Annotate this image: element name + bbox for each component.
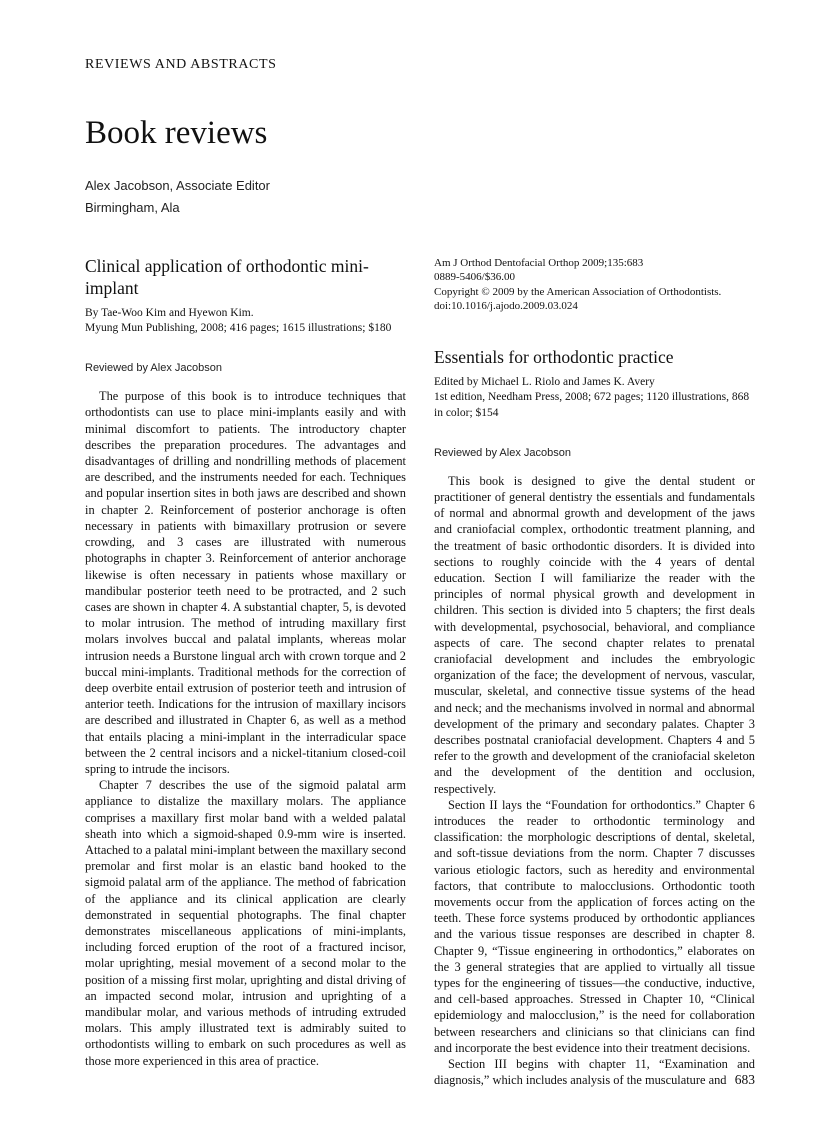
review1-body <box>85 388 406 1069</box>
review1-paragraph: Chapter 7 describes the use of the sigmoid palatal arm appliance to distalize the maxillary molars. The appliance comprises a maxillary first molar band with a welded palatal sheath into which a sigmoid-shaped 0.9-mm wire is inserted. Attached to a palatal mini-implant between the maxillary second premolar and first molar is an elastic band hooked to the sigmoid palatal arm of the appliance. The method of fabrication of the appliance and its clinical application are clearly demonstrated in sequential photographs. The final chapter demonstrates miscellaneous applications of mini-implants, including forced eruption of the root of a fractured incisor, molar uprighting, mesial movement of a second molar to the position of a missing first molar, uprighting and distal driving of an impacted second molar, intrusion and uprighting of a mandibular molar, and various methods of intruding extruded molars. This amply illustrated text is admirably suited to orthodontists willing to embark on such procedures as well as those more experienced in this area of practice. <box>85 778 406 1068</box>
editor-block <box>85 175 755 218</box>
review2-publisher: 1st edition, Needham Press, 2008; 672 pages; 1120 illustrations, 868 in color; $154 <box>434 391 750 419</box>
citation-block <box>434 256 755 313</box>
left-column <box>85 256 406 1088</box>
review1-meta <box>85 306 406 336</box>
review1-reviewer: Reviewed by Alex Jacobson <box>85 362 222 375</box>
editor-name: Alex Jacobson, Associate Editor <box>85 178 270 194</box>
citation-line: Copyright © 2009 by the American Association of Orthodontists. <box>434 285 722 298</box>
section-header: REVIEWS AND ABSTRACTS <box>85 57 277 72</box>
review1-paragraph: The purpose of this book is to introduce techniques that orthodontists can use to place mini-implants easily and with minimal discomfort to patients. The introductory chapter describes the preparation procedures. The advantages and disadvantages of drilling and nondrilling methods of placement are described, and the instruments needed for each. Techniques and popular insertion sites in both jaws are described and shown in chapter 2. Reinforcement of posterior anchorage is often necessary in patients with bimaxillary protrusion or severe crowding, and 3 cases are illustrated with numerous photographs in chapter 3. Reinforcement of anterior anchorage likewise is often necessary in patients whose maxillary or mandibular posterior teeth need to be protracted, and 2 such cases are shown in chapter 4. A substantial chapter, 5, is devoted to molar intrusion. The method of intruding maxillary first molars involves buccal and palatal implants, whereas molar intrusion needs a Burstone lingual arch with crown torque and 2 buccal mini-implants. Traditional methods for the correction of deep overbite entail extrusion of posterior teeth and intrusion of anterior teeth. Indications for the intrusion of maxillary incisors are described and illustrated in Chapter 6, as well as a method that entails placing a mini-implant in the interradicular space between the 2 central incisors and a nickel-titanium closed-coil spring to intrude the incisors. <box>85 389 406 776</box>
review2-paragraph: This book is designed to give the dental student or practitioner of general dentistry the essentials and fundamentals of normal and abnormal growth and development of the jaws and craniofacial complex, orthodontic treatment planning, and the treatment of basic orthodontic disorders. It is divided into sections to roughly coincide with the 4 years of dental education. Section I will familiarize the reader with the principles of normal physical growth and development in children. This section is divided into 5 chapters; the first deals with developmental, psychosocial, behavioral, and compliance aspects of care. The second chapter relates to prenatal craniofacial development and includes the embryologic organization of the face; the development of nervous, vascular, muscular, skeletal, and connective tissue systems of the head and neck; and the mechanisms involved in normal and abnormal development of the primary and secondary palates. Chapter 3 describes postnatal craniofacial development. Chapters 4 and 5 refer to the growth and development of the craniofacial skeleton and the development of the dentition and occlusion, respectively. <box>434 473 755 796</box>
review2-paragraph: Section II lays the “Foundation for orthodontics.” Chapter 6 introduces the reader to orthodontic terminology and classification: the morphologic descriptions of dental, skeletal, and soft-tissue deviations from the norm. Chapter 7 discusses various etiologic factors, such as heredity and environmental factors, that contribute to malocclusions. Orthodontic tooth movements occur from the application of forces acting on the teeth. These force systems produced by orthodontic appliances and the various tissue responses are described in chapter 8. Chapter 9, “Tissue engineering in orthodontics,” elaborates on the 3 general strategies that are applied to virtually all tissue types for the engineering of tissues—the conductive, inductive, and cell-based approaches. Stressed in Chapter 10, “Clinical epidemiology and malocclusion,” is the need for collaboration between researchers and clinicians so that clinicians can find and incorporate the best evidence into their treatment decisions. <box>434 797 755 1055</box>
review2-paragraph: Section III begins with chapter 11, “Examination and diagnosis,” which includes analysis of the musculature and <box>434 1057 755 1088</box>
review2-title: Essentials for orthodontic practice <box>434 347 674 368</box>
review2-meta <box>434 375 755 421</box>
citation-line: 0889-5406/$36.00 <box>434 271 515 284</box>
citation-line: Am J Orthod Dentofacial Orthop 2009;135:683 <box>434 257 644 270</box>
review2-body <box>434 473 755 1089</box>
editor-location: Birmingham, Ala <box>85 199 180 215</box>
review2-byline: Edited by Michael L. Riolo and James K. Avery <box>434 376 655 389</box>
page-title: Book reviews <box>85 115 268 151</box>
page-number: 683 <box>734 1072 755 1087</box>
citation-line: doi:10.1016/j.ajodo.2009.03.024 <box>434 300 578 313</box>
review1-publisher: Myung Mun Publishing, 2008; 416 pages; 1615 illustrations; $180 <box>85 322 392 335</box>
two-column-layout <box>85 256 755 1088</box>
right-column <box>434 256 755 1088</box>
review2-reviewer: Reviewed by Alex Jacobson <box>434 446 571 459</box>
review1-title: Clinical application of orthodontic mini-implant <box>85 256 369 299</box>
page-content <box>85 0 755 1088</box>
review1-byline: By Tae-Woo Kim and Hyewon Kim. <box>85 306 254 319</box>
